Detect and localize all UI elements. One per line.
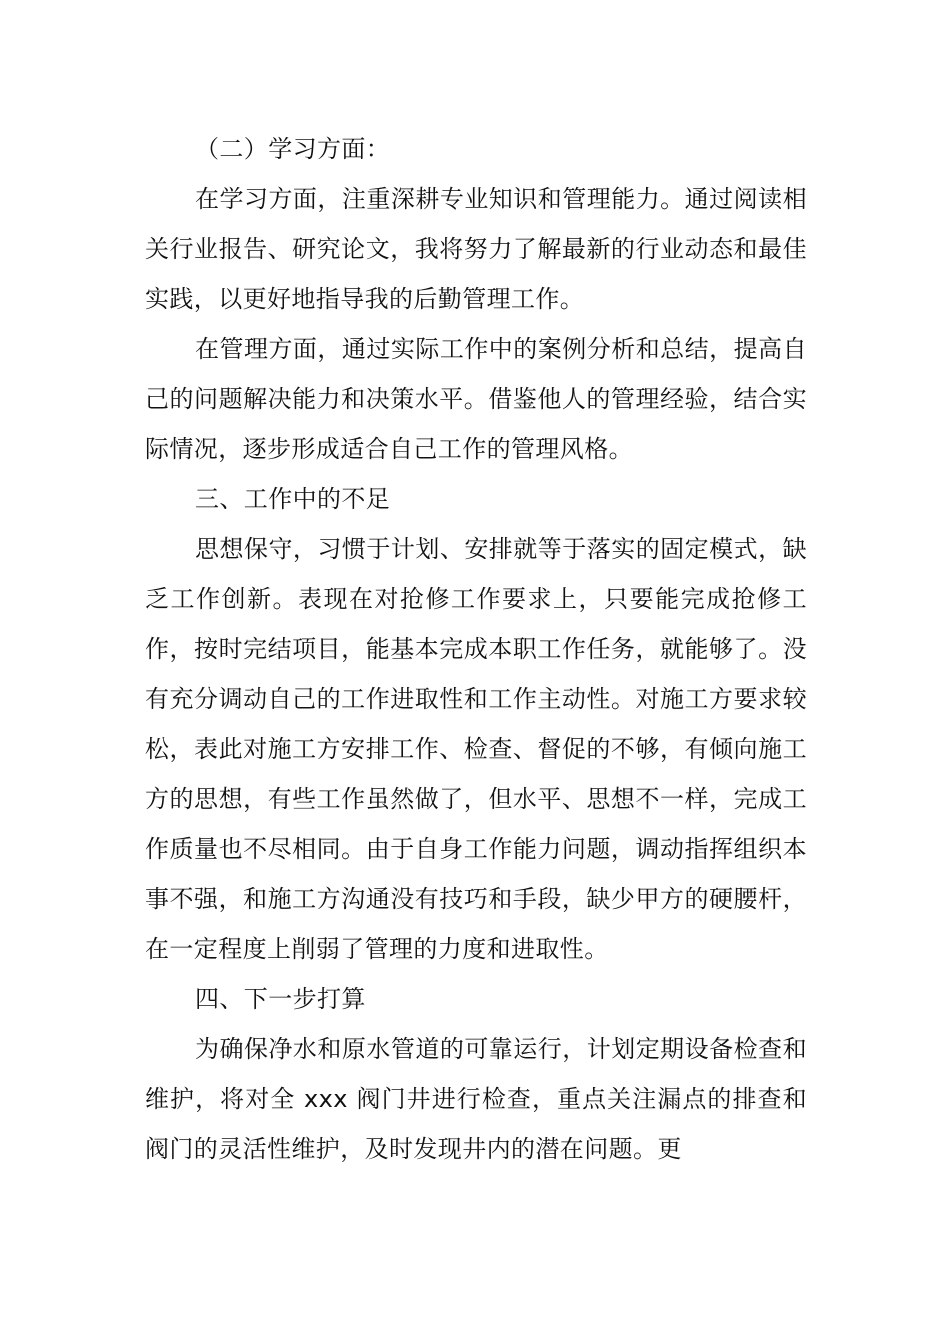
study-paragraph-1: 在学习方面，注重深耕专业知识和管理能力。通过阅读相关行业报告、研究论文，我将努力了解最新的行业动态和最佳实践，以更好地指导我的后勤管理工作。: [145, 185, 807, 313]
section-three-heading: 三、工作中的不足: [195, 485, 391, 513]
section-study-heading: （二）学习方面：: [195, 135, 391, 163]
shortcomings-paragraph: 思想保守，习惯于计划、安排就等于落实的固定模式，缺乏工作创新。表现在对抢修工作要求上，只要能完成抢修工作，按时完结项目，能基本完成本职工作任务，就能够了。没有充分调动自己的工作进取性和工作主动性。对施工方要求较松，表此对施工方安排工作、检查、督促的不够，有倾向施工方的思想，有些工作虽然做了，但水平、思想不一样，完成工作质量也不尽相同。由于自身工作能力问题，调动指挥组织本事不强，和施工方沟通没有技巧和手段，缺少甲方的硬腰杆，在一定程度上削弱了管理的力度和进取性。: [145, 535, 807, 963]
section-four-heading: 四、下一步打算: [195, 985, 366, 1013]
study-paragraph-2: 在管理方面，通过实际工作中的案例分析和总结，提高自己的问题解决能力和决策水平。借鉴他人的管理经验，结合实际情况，逐步形成适合自己工作的管理风格。: [145, 335, 807, 463]
document-page: [145, 124, 807, 1174]
plan-paragraph: 为确保净水和原水管道的可靠运行，计划定期设备检查和维护，将对全 xxx 阀门井进行检查，重点关注漏点的排查和阀门的灵活性维护，及时发现井内的潜在问题。更: [145, 1035, 807, 1163]
